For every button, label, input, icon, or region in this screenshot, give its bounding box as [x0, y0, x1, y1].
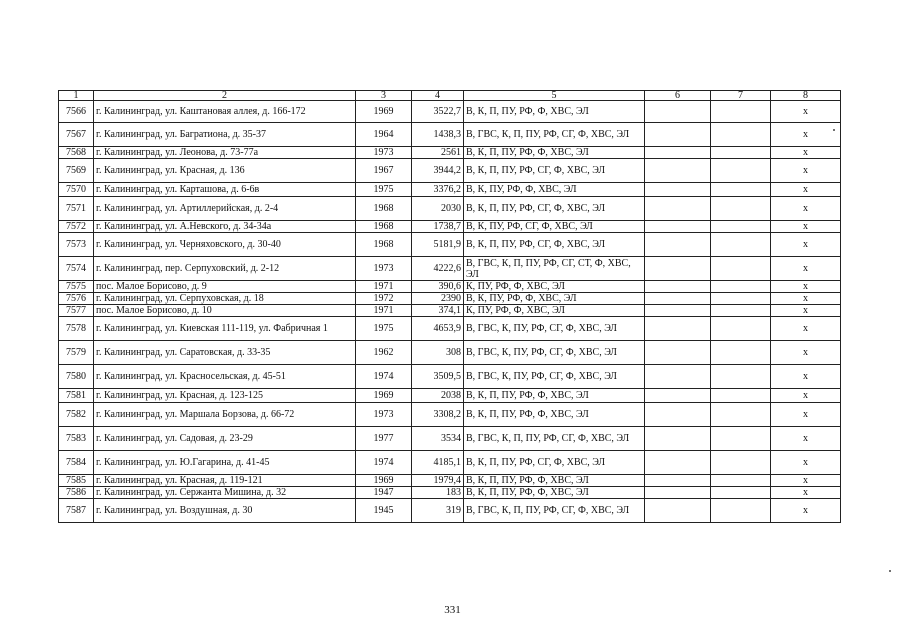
column-7-cell	[711, 365, 771, 389]
column-6-cell	[645, 427, 711, 451]
address-cell: г. Калининград, ул. Багратиона, д. 35-37	[94, 123, 356, 147]
table-row	[59, 475, 841, 487]
column-8-cell: x	[771, 101, 841, 123]
table-row	[59, 365, 841, 389]
column-6-cell	[645, 147, 711, 159]
column-8-cell: x	[771, 341, 841, 365]
row-number: 7584	[59, 451, 94, 475]
systems-cell: В, ГВС, К, ПУ, РФ, СГ, Ф, ХВС, ЭЛ	[464, 317, 645, 341]
area-cell: 4222,6	[412, 257, 464, 281]
row-number: 7567	[59, 123, 94, 147]
area-cell: 3944,2	[412, 159, 464, 183]
address-cell: пос. Малое Борисово, д. 10	[94, 305, 356, 317]
year-cell: 1969	[356, 101, 412, 123]
area-cell: 2390	[412, 293, 464, 305]
table-row	[59, 317, 841, 341]
column-7-cell	[711, 221, 771, 233]
systems-cell: В, К, П, ПУ, РФ, Ф, ХВС, ЭЛ	[464, 389, 645, 403]
systems-cell: В, ГВС, К, П, ПУ, РФ, СГ, Ф, ХВС, ЭЛ	[464, 499, 645, 523]
systems-cell: В, ГВС, К, ПУ, РФ, СГ, Ф, ХВС, ЭЛ	[464, 365, 645, 389]
table-row	[59, 147, 841, 159]
table-row	[59, 427, 841, 451]
column-8-cell: x	[771, 499, 841, 523]
address-cell: г. Калининград, ул. Саратовская, д. 33-35	[94, 341, 356, 365]
column-7-cell	[711, 257, 771, 281]
column-6-cell	[645, 499, 711, 523]
table-row	[59, 101, 841, 123]
column-6-cell	[645, 293, 711, 305]
row-number: 7581	[59, 389, 94, 403]
address-cell: г. Калининград, ул. Карташова, д. 6-6в	[94, 183, 356, 197]
year-cell: 1945	[356, 499, 412, 523]
area-cell: 2030	[412, 197, 464, 221]
column-8-cell: x	[771, 389, 841, 403]
column-6-cell	[645, 257, 711, 281]
table-row	[59, 487, 841, 499]
address-cell: г. Калининград, ул. Маршала Борзова, д. 66-72	[94, 403, 356, 427]
table-row	[59, 293, 841, 305]
table-row	[59, 183, 841, 197]
row-number: 7571	[59, 197, 94, 221]
address-cell: пос. Малое Борисово, д. 9	[94, 281, 356, 293]
row-number: 7570	[59, 183, 94, 197]
systems-cell: В, К, П, ПУ, РФ, СГ, Ф, ХВС, ЭЛ	[464, 233, 645, 257]
area-cell: 3509,5	[412, 365, 464, 389]
column-7-cell	[711, 233, 771, 257]
column-8-cell: x	[771, 317, 841, 341]
year-cell: 1947	[356, 487, 412, 499]
area-cell: 308	[412, 341, 464, 365]
scan-speck	[889, 570, 891, 572]
systems-cell: В, К, ПУ, РФ, Ф, ХВС, ЭЛ	[464, 183, 645, 197]
address-cell: г. Калининград, ул. Красная, д. 119-121	[94, 475, 356, 487]
row-number: 7566	[59, 101, 94, 123]
row-number: 7586	[59, 487, 94, 499]
systems-cell: В, К, П, ПУ, РФ, Ф, ХВС, ЭЛ	[464, 475, 645, 487]
column-8-cell: x	[771, 487, 841, 499]
column-6-cell	[645, 233, 711, 257]
column-6-cell	[645, 475, 711, 487]
column-7-cell	[711, 183, 771, 197]
column-header-1: 1	[59, 91, 94, 101]
year-cell: 1974	[356, 365, 412, 389]
systems-cell: В, ГВС, К, П, ПУ, РФ, СГ, Ф, ХВС, ЭЛ	[464, 427, 645, 451]
area-cell: 2038	[412, 389, 464, 403]
column-8-cell: x	[771, 233, 841, 257]
year-cell: 1968	[356, 221, 412, 233]
area-cell: 319	[412, 499, 464, 523]
area-cell: 1979,4	[412, 475, 464, 487]
table-row	[59, 257, 841, 281]
systems-cell: В, К, П, ПУ, РФ, Ф, ХВС, ЭЛ	[464, 487, 645, 499]
year-cell: 1971	[356, 281, 412, 293]
column-7-cell	[711, 101, 771, 123]
column-6-cell	[645, 487, 711, 499]
table-row	[59, 403, 841, 427]
column-7-cell	[711, 305, 771, 317]
table-row	[59, 123, 841, 147]
area-cell: 3534	[412, 427, 464, 451]
column-header-3: 3	[356, 91, 412, 101]
systems-cell: В, К, ПУ, РФ, СГ, Ф, ХВС, ЭЛ	[464, 221, 645, 233]
address-cell: г. Калининград, ул. Красная, д. 136	[94, 159, 356, 183]
row-number: 7578	[59, 317, 94, 341]
area-cell: 5181,9	[412, 233, 464, 257]
table-row	[59, 341, 841, 365]
row-number: 7572	[59, 221, 94, 233]
column-8-cell: x	[771, 475, 841, 487]
row-number: 7576	[59, 293, 94, 305]
year-cell: 1968	[356, 233, 412, 257]
year-cell: 1967	[356, 159, 412, 183]
row-number: 7580	[59, 365, 94, 389]
year-cell: 1973	[356, 257, 412, 281]
column-6-cell	[645, 197, 711, 221]
table-row	[59, 499, 841, 523]
row-number: 7582	[59, 403, 94, 427]
column-6-cell	[645, 101, 711, 123]
column-8-cell: x	[771, 427, 841, 451]
systems-cell: В, К, П, ПУ, РФ, СГ, Ф, ХВС, ЭЛ	[464, 159, 645, 183]
row-number: 7575	[59, 281, 94, 293]
area-cell: 4653,9	[412, 317, 464, 341]
year-cell: 1971	[356, 305, 412, 317]
address-cell: г. Калининград, ул. Киевская 111-119, ул. Фабричная 1	[94, 317, 356, 341]
table-header-row	[59, 91, 841, 101]
year-cell: 1969	[356, 389, 412, 403]
year-cell: 1972	[356, 293, 412, 305]
table-row	[59, 159, 841, 183]
year-cell: 1977	[356, 427, 412, 451]
address-cell: г. Калининград, ул. Артиллерийская, д. 2-4	[94, 197, 356, 221]
row-number: 7568	[59, 147, 94, 159]
systems-cell: В, К, П, ПУ, РФ, Ф, ХВС, ЭЛ	[464, 101, 645, 123]
column-7-cell	[711, 403, 771, 427]
column-6-cell	[645, 159, 711, 183]
column-7-cell	[711, 293, 771, 305]
row-number: 7569	[59, 159, 94, 183]
column-6-cell	[645, 317, 711, 341]
year-cell: 1964	[356, 123, 412, 147]
column-6-cell	[645, 305, 711, 317]
year-cell: 1973	[356, 147, 412, 159]
column-7-cell	[711, 159, 771, 183]
row-number: 7573	[59, 233, 94, 257]
address-cell: г. Калининград, ул. Садовая, д. 23-29	[94, 427, 356, 451]
year-cell: 1974	[356, 451, 412, 475]
column-header-7: 7	[711, 91, 771, 101]
area-cell: 2561	[412, 147, 464, 159]
area-cell: 390,6	[412, 281, 464, 293]
year-cell: 1968	[356, 197, 412, 221]
address-cell: г. Калининград, ул. Воздушная, д. 30	[94, 499, 356, 523]
area-cell: 3522,7	[412, 101, 464, 123]
column-7-cell	[711, 475, 771, 487]
systems-cell: В, ГВС, К, П, ПУ, РФ, СГ, СТ, Ф, ХВС, ЭЛ	[464, 257, 645, 281]
column-8-cell: x	[771, 221, 841, 233]
area-cell: 4185,1	[412, 451, 464, 475]
table-row	[59, 389, 841, 403]
column-8-cell: x	[771, 197, 841, 221]
column-7-cell	[711, 451, 771, 475]
year-cell: 1975	[356, 183, 412, 197]
area-cell: 1438,3	[412, 123, 464, 147]
column-6-cell	[645, 451, 711, 475]
systems-cell: В, К, П, ПУ, РФ, СГ, Ф, ХВС, ЭЛ	[464, 197, 645, 221]
systems-cell: В, К, П, ПУ, РФ, Ф, ХВС, ЭЛ	[464, 403, 645, 427]
table-row	[59, 221, 841, 233]
table-row	[59, 281, 841, 293]
column-8-cell: x	[771, 183, 841, 197]
column-8-cell: x	[771, 123, 841, 147]
systems-cell: В, ГВС, К, ПУ, РФ, СГ, Ф, ХВС, ЭЛ	[464, 341, 645, 365]
year-cell: 1975	[356, 317, 412, 341]
column-7-cell	[711, 123, 771, 147]
systems-cell: В, ГВС, К, П, ПУ, РФ, СГ, Ф, ХВС, ЭЛ	[464, 123, 645, 147]
table-row	[59, 233, 841, 257]
column-7-cell	[711, 281, 771, 293]
row-number: 7585	[59, 475, 94, 487]
column-7-cell	[711, 341, 771, 365]
column-8-cell: x	[771, 365, 841, 389]
address-cell: г. Калининград, ул. Красная, д. 123-125	[94, 389, 356, 403]
column-8-cell: x	[771, 403, 841, 427]
address-cell: г. Калининград, ул. Каштановая аллея, д. 166-172	[94, 101, 356, 123]
systems-cell: В, К, П, ПУ, РФ, СГ, Ф, ХВС, ЭЛ	[464, 451, 645, 475]
row-number: 7587	[59, 499, 94, 523]
column-header-5: 5	[464, 91, 645, 101]
table-row	[59, 305, 841, 317]
housing-register-table	[58, 90, 841, 523]
page-number: 331	[444, 604, 461, 616]
column-7-cell	[711, 147, 771, 159]
systems-cell: К, ПУ, РФ, Ф, ХВС, ЭЛ	[464, 305, 645, 317]
area-cell: 3308,2	[412, 403, 464, 427]
systems-cell: В, К, П, ПУ, РФ, Ф, ХВС, ЭЛ	[464, 147, 645, 159]
row-number: 7574	[59, 257, 94, 281]
column-8-cell: x	[771, 159, 841, 183]
column-6-cell	[645, 341, 711, 365]
column-8-cell: x	[771, 281, 841, 293]
row-number: 7577	[59, 305, 94, 317]
scan-speck	[833, 129, 835, 131]
column-7-cell	[711, 389, 771, 403]
address-cell: г. Калининград, пер. Серпуховский, д. 2-12	[94, 257, 356, 281]
address-cell: г. Калининград, ул. Красносельская, д. 45-51	[94, 365, 356, 389]
column-7-cell	[711, 487, 771, 499]
column-8-cell: x	[771, 305, 841, 317]
area-cell: 374,1	[412, 305, 464, 317]
address-cell: г. Калининград, ул. Ю.Гагарина, д. 41-45	[94, 451, 356, 475]
column-6-cell	[645, 281, 711, 293]
column-7-cell	[711, 317, 771, 341]
column-7-cell	[711, 197, 771, 221]
year-cell: 1973	[356, 403, 412, 427]
column-header-2: 2	[94, 91, 356, 101]
column-6-cell	[645, 365, 711, 389]
address-cell: г. Калининград, ул. Сержанта Мишина, д. 32	[94, 487, 356, 499]
column-7-cell	[711, 427, 771, 451]
column-7-cell	[711, 499, 771, 523]
address-cell: г. Калининград, ул. Серпуховская, д. 18	[94, 293, 356, 305]
area-cell: 3376,2	[412, 183, 464, 197]
address-cell: г. Калининград, ул. Леонова, д. 73-77а	[94, 147, 356, 159]
column-8-cell: x	[771, 257, 841, 281]
area-cell: 1738,7	[412, 221, 464, 233]
column-6-cell	[645, 403, 711, 427]
column-header-8: 8	[771, 91, 841, 101]
column-8-cell: x	[771, 147, 841, 159]
column-6-cell	[645, 389, 711, 403]
column-6-cell	[645, 221, 711, 233]
row-number: 7579	[59, 341, 94, 365]
column-6-cell	[645, 123, 711, 147]
area-cell: 183	[412, 487, 464, 499]
column-header-6: 6	[645, 91, 711, 101]
year-cell: 1962	[356, 341, 412, 365]
table-row	[59, 197, 841, 221]
year-cell: 1969	[356, 475, 412, 487]
systems-cell: К, ПУ, РФ, Ф, ХВС, ЭЛ	[464, 281, 645, 293]
column-8-cell: x	[771, 451, 841, 475]
column-6-cell	[645, 183, 711, 197]
systems-cell: В, К, ПУ, РФ, Ф, ХВС, ЭЛ	[464, 293, 645, 305]
address-cell: г. Калининград, ул. А.Невского, д. 34-34а	[94, 221, 356, 233]
column-8-cell: x	[771, 293, 841, 305]
address-cell: г. Калининград, ул. Черняховского, д. 30-40	[94, 233, 356, 257]
table-row	[59, 451, 841, 475]
row-number: 7583	[59, 427, 94, 451]
column-header-4: 4	[412, 91, 464, 101]
